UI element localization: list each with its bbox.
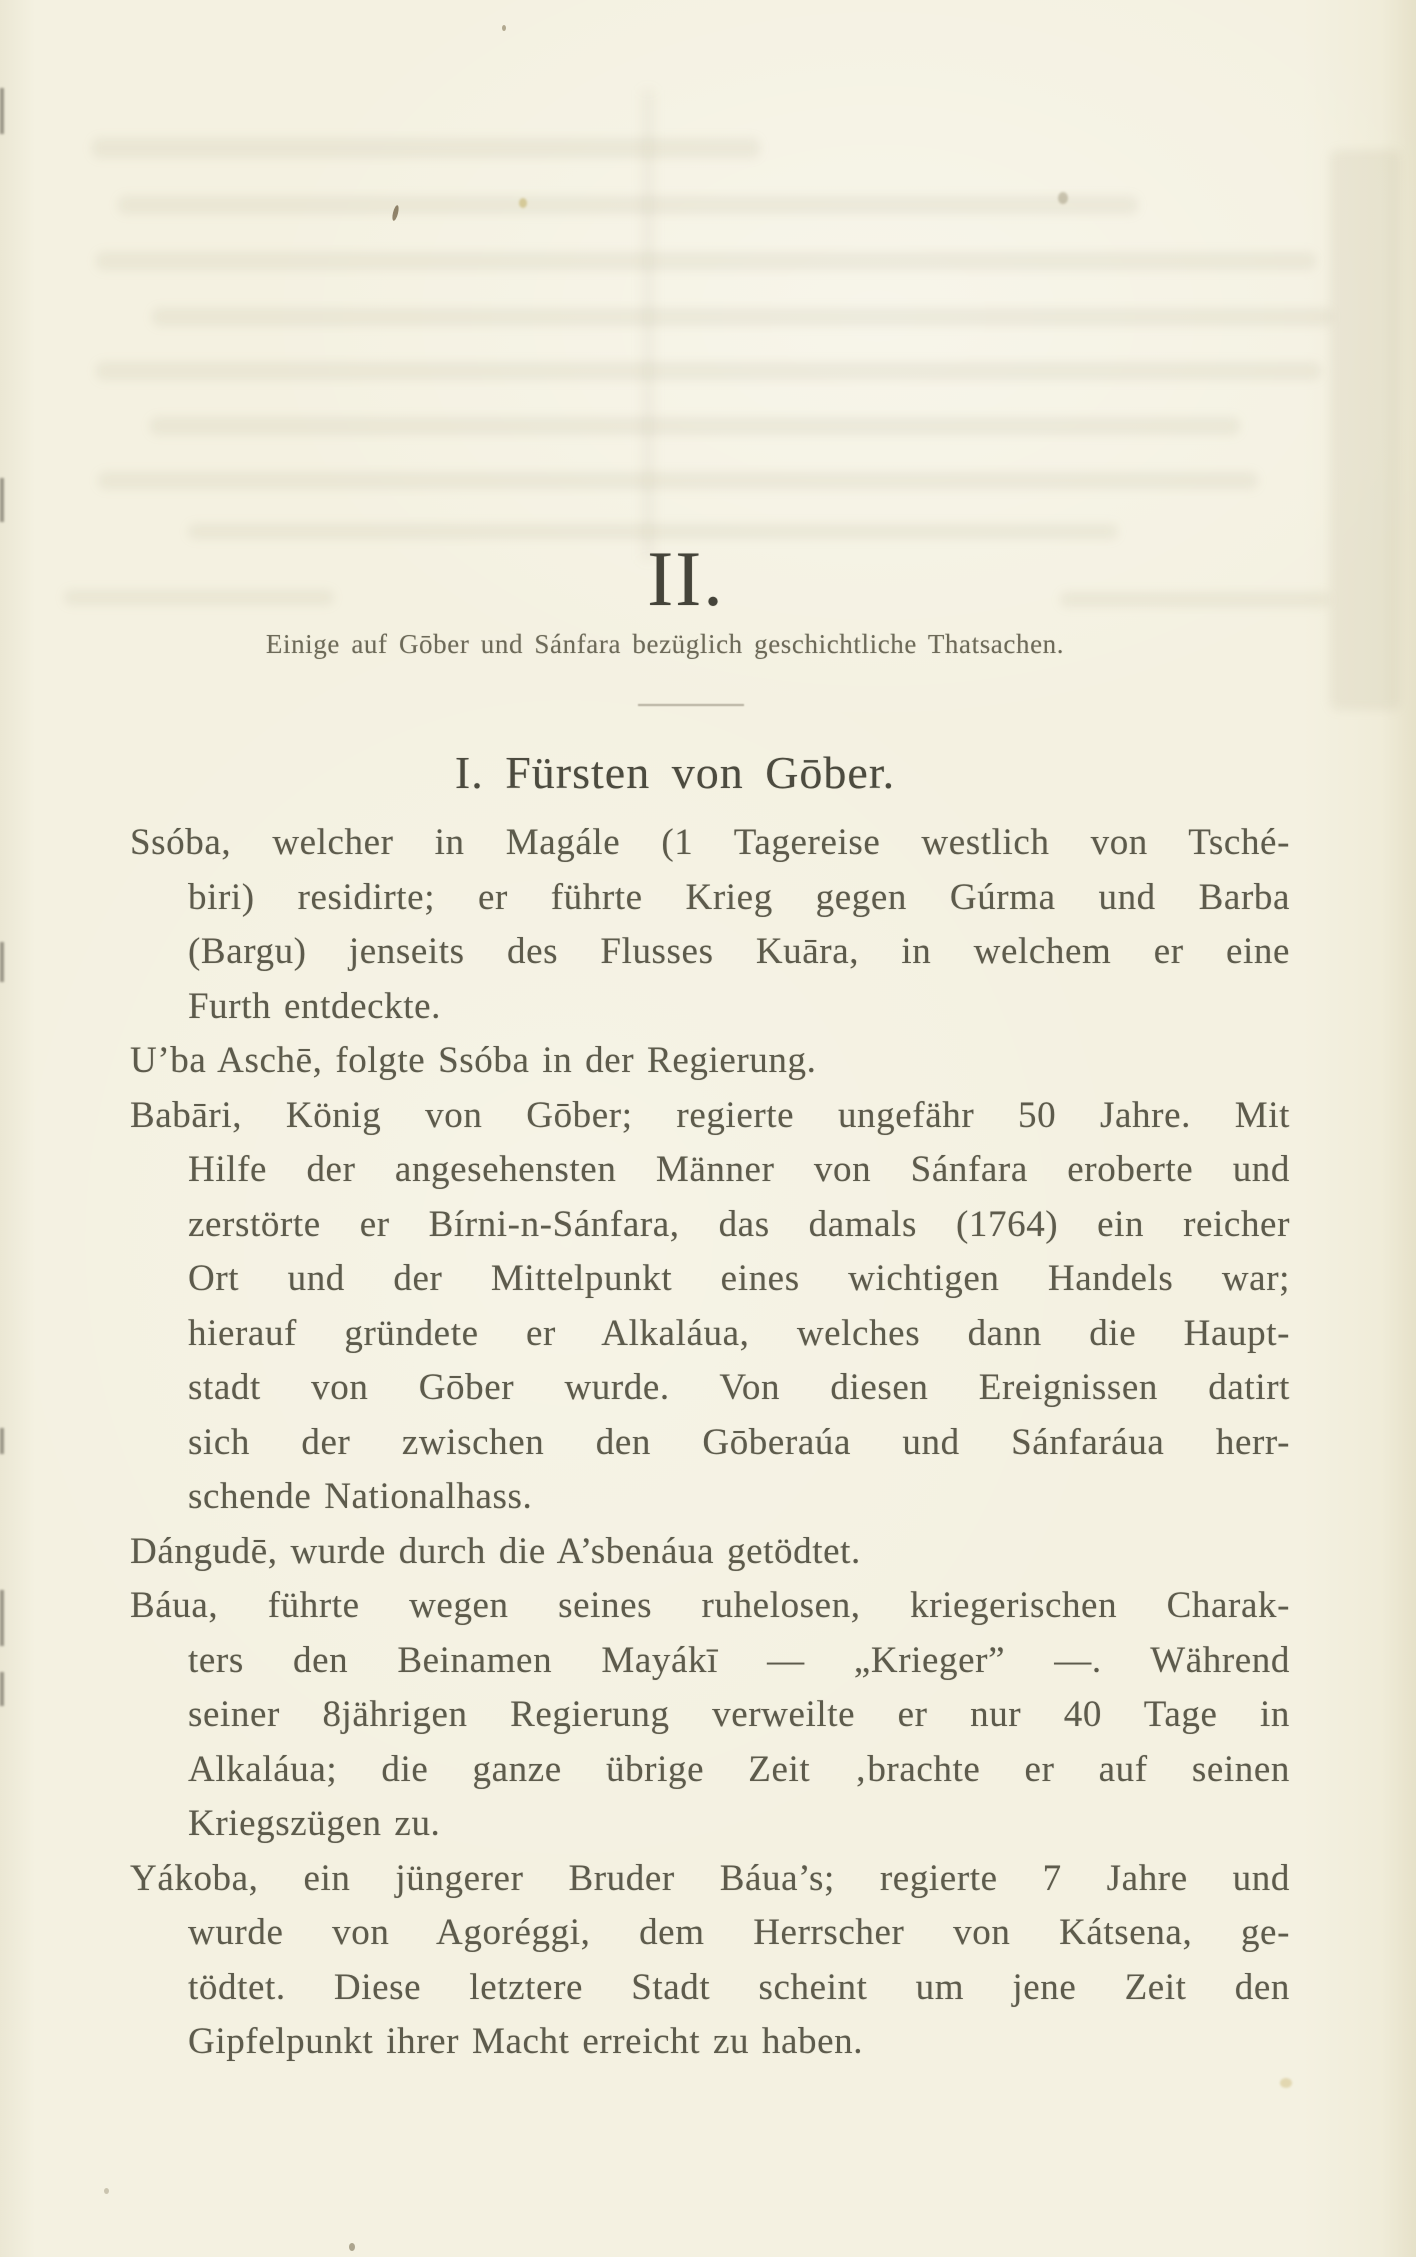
text-line: Dángudē, wurde durch die A’sbenáua getödtet. [130,1530,861,1572]
scan-edge-mark [0,1672,4,1706]
bleed-through-ghost [118,196,1138,214]
text-line: Alkaláua; die ganze übrige Zeit ‚brachte er auf seinen [188,1748,1290,1790]
text-line: ters den Beinamen Mayákī — „Krieger” —. Während [188,1639,1290,1681]
text-line: tödtet. Diese letztere Stadt scheint um jene Zeit den [188,1966,1290,2008]
chapter-number: II. [647,535,725,622]
chapter-subtitle: Einige auf Gōber und Sánfara bezüglich geschichtliche Thatsachen. [265,629,1065,659]
text-line: Gipfelpunkt ihrer Macht erreicht zu haben. [188,2021,864,2062]
section-divider [638,704,744,706]
bleed-through-ghost [92,138,760,158]
paragraph [130,1525,1290,1580]
text-line: Hilfe der angesehensten Männer von Sánfara eroberte und [188,1149,1290,1190]
paper-speck [519,198,527,208]
bleed-through-ghost [96,362,1321,380]
paragraph [130,1852,1290,2070]
text-line: U’ba Aschē, folgte Ssóba in der Regierung. [130,1040,817,1081]
text-line: schende Nationalhass. [188,1476,533,1517]
text-line: Ssóba, welcher in Magále (1 Tagereise westlich von Tsché- [130,822,1290,863]
paragraph [130,1089,1290,1525]
text-line: Báua, führte wegen seines ruhelosen, kriegerischen Charak- [130,1585,1290,1626]
paper-speck [391,205,400,222]
section-heading: I. Fürsten von Gōber. [454,747,896,798]
scan-edge-mark [0,478,4,522]
text-line: sich der zwischen den Gōberaúa und Sánfaráua herr- [188,1421,1290,1463]
scan-edge-mark [0,1428,4,1454]
text-line: seiner 8jährigen Regierung verweilte er nur 40 Tage in [188,1694,1290,1735]
scan-edge-mark [0,1590,4,1646]
text-line: Yákoba, ein jüngerer Bruder Báua’s; regierte 7 Jahre und [130,1857,1290,1899]
text-line: Kriegszügen zu. [188,1803,441,1844]
text-line: Babāri, König von Gōber; regierte ungefähr 50 Jahre. Mit [130,1094,1290,1136]
paper-speck [1058,192,1068,204]
paper-speck [502,25,506,31]
bleed-through-ghost [98,472,1258,489]
paragraph [130,1579,1290,1852]
text-line: hierauf gründete er Alkaláua, welches dann die Haupt- [188,1312,1290,1354]
bleed-through-ghost [152,308,1332,326]
bleed-through-ghost [150,417,1240,435]
bleed-through-ghost [96,252,1316,270]
text-line: Furth entdeckte. [188,985,442,1027]
text-line: zerstörte er Bírni-n-Sánfara, das damals (1764) ein reicher [188,1203,1290,1245]
paper-speck [349,2243,355,2251]
scan-edge-mark [0,942,4,982]
paragraph [130,1034,1290,1089]
paragraph [130,816,1290,1034]
paper-speck [1280,2078,1292,2088]
text-line: Ort und der Mittelpunkt eines wichtigen Handels war; [188,1258,1290,1299]
text-line: wurde von Agoréggi, dem Herrscher von Kátsena, ge- [188,1912,1290,1953]
text-line: stadt von Gōber wurde. Von diesen Ereignissen datirt [188,1367,1290,1408]
text-line: biri) residirte; er führte Krieg gegen Gúrma und Barba [188,876,1290,918]
scan-edge-mark [0,88,4,134]
text-line: (Bargu) jenseits des Flusses Kuāra, in welchem er eine [188,931,1290,972]
body-text [130,816,1290,2070]
paper-speck [104,2188,109,2194]
page-fold-shadow [642,90,654,560]
bleed-through-ghost [1330,150,1400,710]
